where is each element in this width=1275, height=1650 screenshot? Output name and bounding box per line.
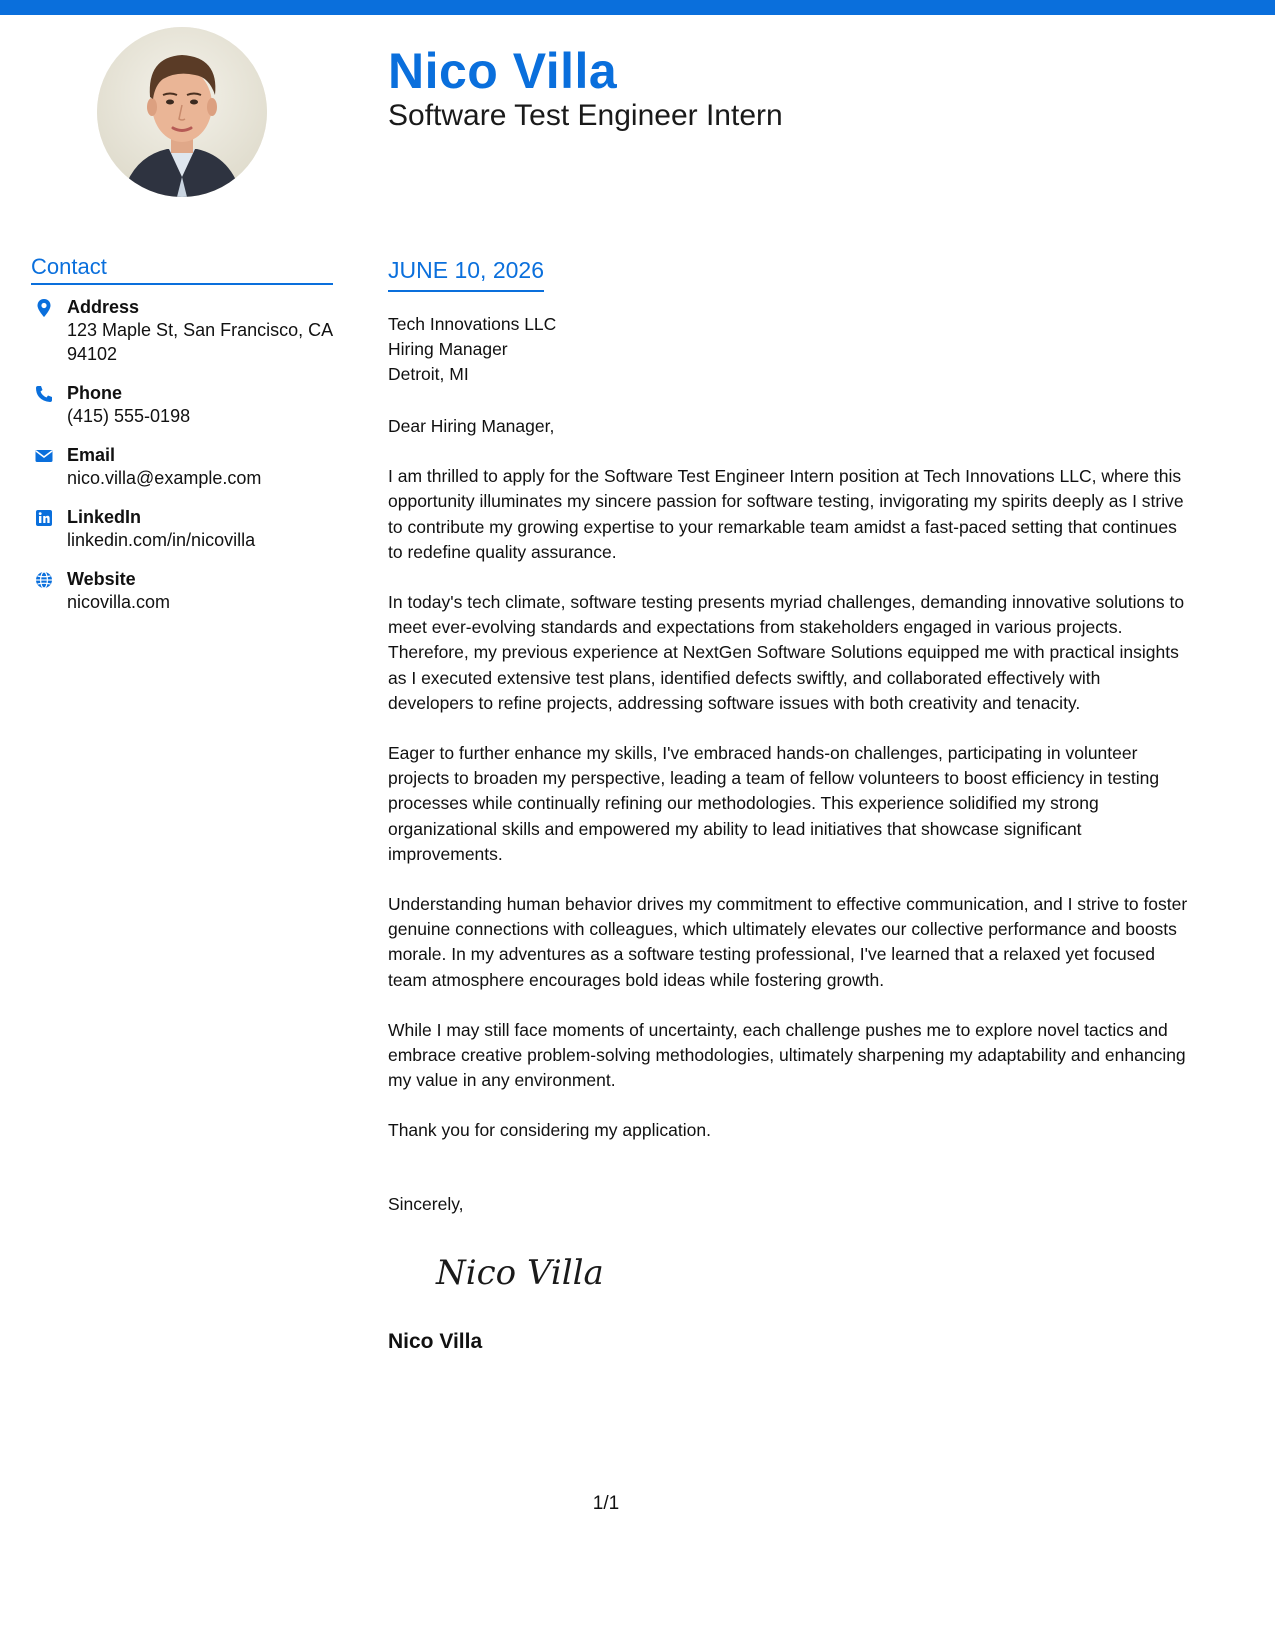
recipient-location: Detroit, MI xyxy=(388,364,469,384)
body-paragraph: In today's tech climate, software testing presents myriad challenges, demanding innovative solutions to meet ever-evolving standards and expectations from stakeholders engaged in various projects. Therefore, my previous experience at NextGen Software Solutions equipped me with practical insights as I executed extensive test plans, identified defects swiftly, and collaborated effectively with developers to refine projects, addressing software issues with both creativity and tenacity. xyxy=(388,592,1185,713)
contact-item-email xyxy=(31,444,336,490)
email-value[interactable]: nico.villa@example.com xyxy=(67,468,262,488)
linkedin-value[interactable]: linkedin.com/in/nicovilla xyxy=(67,530,256,550)
closing: Sincerely, xyxy=(388,1194,464,1214)
contact-item-address xyxy=(31,296,336,366)
website-value[interactable]: nicovilla.com xyxy=(67,592,171,612)
contact-list xyxy=(31,296,336,630)
signature-text: Nico Villa xyxy=(436,1253,604,1293)
body-paragraph: Thank you for considering my application. xyxy=(388,1120,711,1141)
phone-value: (415) 555-0198 xyxy=(67,406,191,426)
envelope-icon xyxy=(34,446,54,466)
recipient-role: Hiring Manager xyxy=(388,339,508,359)
contact-heading: Contact xyxy=(31,254,333,285)
letter-date: JUNE 10, 2026 xyxy=(388,257,544,292)
recipient-company: Tech Innovations LLC xyxy=(388,314,557,334)
letter-body xyxy=(388,414,1190,1169)
body-paragraph: Understanding human behavior drives my commitment to effective communication, and I strive to foster genuine connections with colleagues, which ultimately elevates our collective performance and boosts morale. In my adventures as a software testing professional, I've learned that a relaxed yet focused team atmosphere encourages bold ideas while fostering growth. xyxy=(388,894,1188,990)
phone-icon xyxy=(34,384,54,404)
contact-label: LinkedIn xyxy=(67,507,142,527)
contact-label: Phone xyxy=(67,383,123,403)
page-number: 1/1 xyxy=(592,1493,620,1514)
body-paragraph: Eager to further enhance my skills, I've embraced hands-on challenges, participating in volunteer projects to broaden my perspective, leading a team of fellow volunteers to boost efficiency in testing processes while continually refining our methodologies. This experience solidified my strong organizational skills and empowered my ability to lead initiatives that showcase significant improvements. xyxy=(388,743,1160,864)
globe-icon xyxy=(34,570,54,590)
signer-name: Nico Villa xyxy=(388,1330,483,1353)
recipient-block xyxy=(388,312,556,387)
applicant-name: Nico Villa xyxy=(388,43,618,99)
profile-photo xyxy=(97,27,267,197)
map-pin-icon xyxy=(34,298,54,318)
contact-label: Address xyxy=(67,297,140,317)
contact-item-linkedin xyxy=(31,506,336,552)
linkedin-icon xyxy=(34,508,54,528)
contact-label: Email xyxy=(67,445,116,465)
body-paragraph: While I may still face moments of uncertainty, each challenge pushes me to explore novel tactics and embrace creative problem-solving methodologies, ultimately sharpening my adaptability and enhancing my value in any environment. xyxy=(388,1019,1186,1091)
body-paragraph: I am thrilled to apply for the Software Test Engineer Intern position at Tech Innovations LLC, where this opportunity illuminates my sincere passion for software testing, invigorating my spirits deeply as I strive to contribute my growing expertise to your remarkable team amidst a fast-paced setting that continues to redefine quality assurance. xyxy=(388,466,1184,562)
salutation: Dear Hiring Manager, xyxy=(388,416,555,436)
job-title: Software Test Engineer Intern xyxy=(388,99,783,132)
address-value: 123 Maple St, San Francisco, CA 94102 xyxy=(67,320,333,364)
handwritten-signature xyxy=(434,1248,604,1298)
contact-item-phone xyxy=(31,382,336,428)
top-accent-bar xyxy=(0,0,1275,15)
contact-item-website xyxy=(31,568,336,614)
contact-label: Website xyxy=(67,569,136,589)
avatar xyxy=(97,27,267,197)
